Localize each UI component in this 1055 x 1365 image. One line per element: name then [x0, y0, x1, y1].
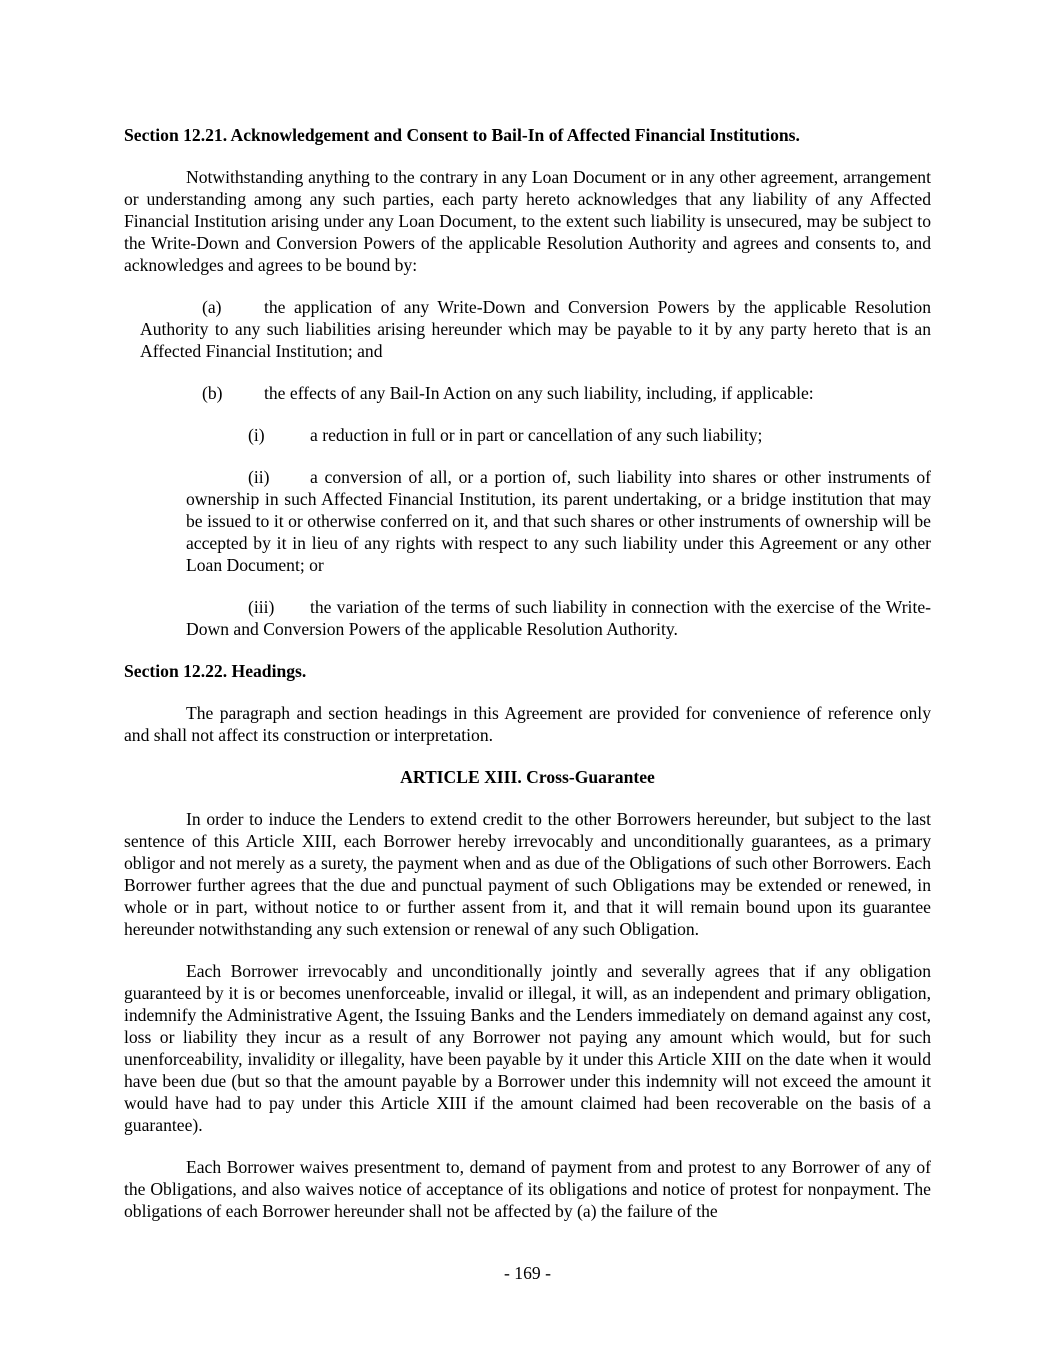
- article-13-paragraph-1: In order to induce the Lenders to extend credit to the other Borrowers hereunder, but subject to the last sentence of this Article XIII, each Borrower hereby irrevocably and unconditionally guarantees, as a primary obligor and not merely as a surety, the payment when and as due of the Obligations of such other Borrowers. Each Borrower further agrees that the due and punctual payment of such Obligations may be extended or renewed, in whole or in part, without notice to or further assent from it, and that it will remain bound upon its guarantee hereunder notwithstanding any such extension or renewal of any such Obligation.: [124, 809, 931, 939]
- clause-a-label: (a): [202, 297, 222, 317]
- sub-clause-iii-text: the variation of the terms of such liability in connection with the exercise of the Write-Down and Conversion Powers of the applicable Resolution Authority.: [186, 597, 931, 639]
- sub-clause-ii-text: a conversion of all, or a portion of, such liability into shares or other instruments of ownership in such Affected Financial Institution, its parent undertaking, or a bridge institution that may be issued to it or otherwise conferred on it, and that such shares or other instruments of ownership will be accepted by it in lieu of any rights with respect to any such liability under this Agreement or any other Loan Document; or: [186, 467, 931, 575]
- clause-b: [140, 382, 931, 404]
- document-page: [124, 124, 931, 1242]
- sub-clause-ii-label: (ii): [248, 467, 270, 487]
- article-13-heading: ARTICLE XIII. Cross-Guarantee: [400, 767, 655, 787]
- page-number: - 169 -: [504, 1263, 551, 1283]
- clause-b-label: (b): [202, 383, 223, 403]
- sub-clause-ii: [186, 466, 931, 576]
- sub-clause-iii-label: (iii): [248, 597, 275, 617]
- sub-clause-iii: [186, 596, 931, 640]
- sub-clause-i: [186, 424, 931, 446]
- section-12-22-text: The paragraph and section headings in this Agreement are provided for convenience of reference only and shall not affect its construction or interpretation.: [124, 703, 931, 745]
- section-12-21-heading: Section 12.21. Acknowledgement and Consent to Bail-In of Affected Financial Institutions.: [124, 125, 800, 145]
- section-12-21-intro: Notwithstanding anything to the contrary in any Loan Document or in any other agreement, arrangement or understanding among any such parties, each party hereto acknowledges that any liability of any Affected Financial Institution arising under any Loan Document, to the extent such liability is unsecured, may be subject to the Write-Down and Conversion Powers of the applicable Resolution Authority and agrees and consents to, and acknowledges and agrees to be bound by:: [124, 167, 931, 275]
- sub-clause-i-label: (i): [248, 425, 265, 445]
- article-13-paragraph-3: Each Borrower waives presentment to, demand of payment from and protest to any Borrower of any of the Obligations, and also waives notice of acceptance of its obligations and notice of protest for nonpayment. The obligations of each Borrower hereunder shall not be affected by (a) the failure of the: [124, 1157, 931, 1221]
- clause-a-text: the application of any Write-Down and Conversion Powers by the applicable Resolution Authority to any such liabilities arising hereunder which may be payable to it by any party hereto that is an Affected Financial Institution; and: [140, 297, 931, 361]
- article-13-paragraph-2: Each Borrower irrevocably and unconditionally jointly and severally agrees that if any obligation guaranteed by it is or becomes unenforceable, invalid or illegal, it will, as an independent and primary obligation, indemnify the Administrative Agent, the Issuing Banks and the Lenders immediately on demand against any cost, loss or liability they incur as a result of any Borrower not paying any amount which would, but for such unenforceability, invalidity or illegality, have been payable by it under this Article XIII on the date when it would have been due (but so that the amount payable by a Borrower under this indemnity will not exceed the amount it would have had to pay under this Article XIII if the amount claimed had been recoverable on the basis of a guarantee).: [124, 961, 931, 1135]
- section-12-22-heading: Section 12.22. Headings.: [124, 661, 307, 681]
- clause-b-text: the effects of any Bail-In Action on any such liability, including, if applicable:: [264, 383, 814, 403]
- sub-clause-i-text: a reduction in full or in part or cancellation of any such liability;: [310, 425, 763, 445]
- clause-a: [140, 296, 931, 362]
